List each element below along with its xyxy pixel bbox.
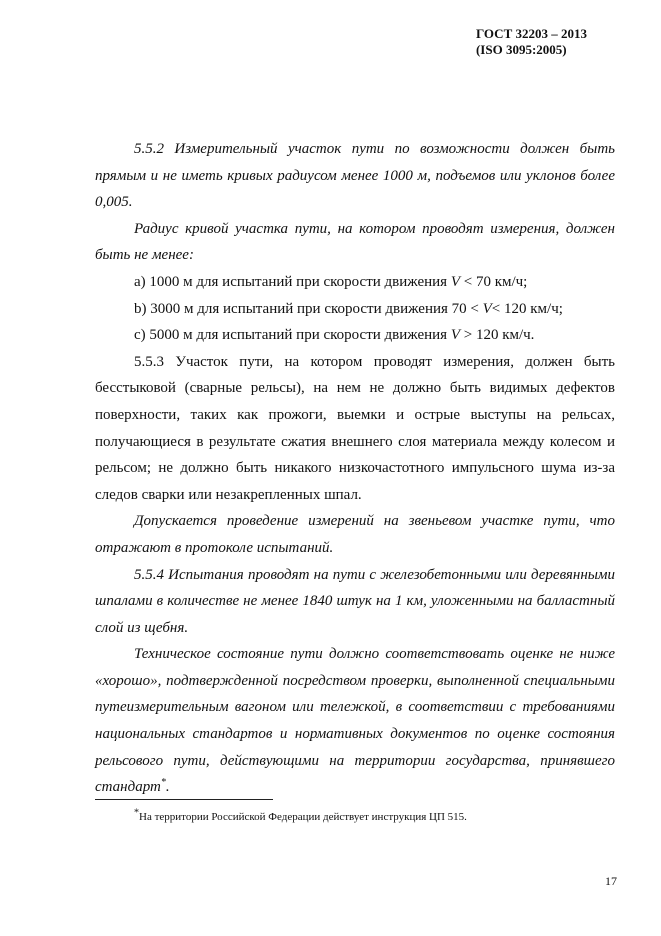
track-condition-paragraph (95, 641, 615, 801)
track-condition-end: . (165, 779, 170, 796)
velocity-symbol: V (450, 273, 460, 290)
clause-5-5-2: 5.5.2 Измерительный участок пути по возможности должен быть прямым и не иметь кривых радиусом менее 1000 м, подъемов или уклонов более 0,005. (95, 141, 615, 211)
footnote (134, 807, 467, 824)
list-item-c-pre: c) 5000 м для испытаний при скорости движения (134, 327, 451, 344)
velocity-symbol: V (482, 300, 492, 317)
footnote-reference-mark: * (160, 777, 166, 789)
page-number: 17 (605, 874, 617, 888)
jointed-track-note: Допускается проведение измерений на звеньевом участке пути, что отражают в протоколе испытаний. (95, 513, 615, 556)
footnote-text: На территории Российской Федерации действует инструкция ЦП 515. (139, 811, 467, 823)
track-condition-text: Техническое состояние пути должно соответствовать оценке не ниже «хорошо», подтвержденной посредством проверки, выполненной специальными путеизмерительным вагоном или тележкой, в соответствии с требованиями национальных стандартов и нормативных документов по оценке состояния рельсового пути, действующими на территории государства, принявшего стандарт (95, 646, 615, 796)
clause-5-5-3: 5.5.3 Участок пути, на котором проводят измерения, должен быть бесстыковой (сварные рельсы), на нем не должно быть видимых дефектов поверхности, таких как прожоги, выемки и острые выступы на рельсах, получающиеся в результате сжатия внешнего слоя материала между колесом и рельсом; не должно быть никакого низкочастотного импульсного шума из-за следов сварки или незакрепленных шпал. (95, 353, 615, 503)
list-item-a-pre: a) 1000 м для испытаний при скорости движения (134, 273, 451, 290)
footnote-divider (95, 799, 273, 800)
document-header (476, 26, 587, 58)
curve-radius-intro: Радиус кривой участка пути, на котором проводят измерения, должен быть не менее: (95, 220, 615, 264)
list-item-b (95, 296, 615, 323)
velocity-symbol: V (450, 327, 460, 344)
list-item-a (95, 269, 615, 296)
list-item-a-post: < 70 км/ч; (459, 273, 528, 290)
list-item-c-post: > 120 км/ч. (459, 327, 535, 344)
list-item-b-pre: b) 3000 м для испытаний при скорости движения 70 < (134, 300, 483, 317)
footnote-mark: * (134, 807, 139, 819)
clause-5-5-4: 5.5.4 Испытания проводят на пути с железобетонными или деревянными шпалами в количестве не менее 1840 штук на 1 км, уложенными на балластный слой из щебня. (95, 566, 615, 636)
list-item-b-post: < 120 км/ч; (491, 300, 563, 317)
standard-number: ГОСТ 32203 – 2013 (475, 26, 587, 41)
iso-reference: (ISO 3095:2005) (475, 42, 567, 57)
list-item-c (95, 322, 615, 349)
document-body (95, 136, 615, 801)
